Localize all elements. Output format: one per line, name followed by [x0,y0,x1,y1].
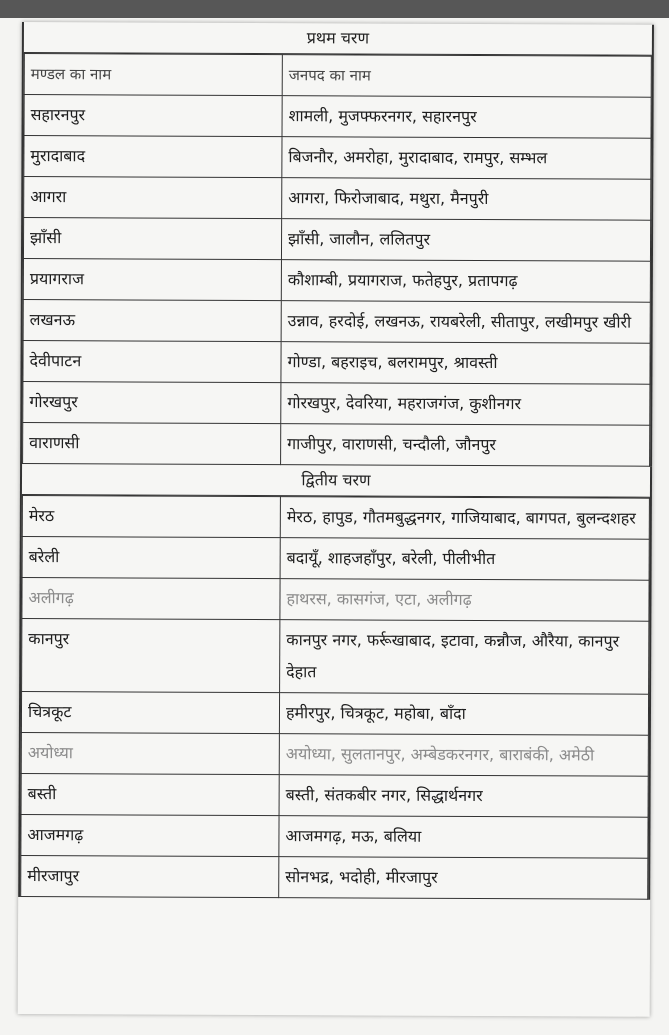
division-name: आजमगढ़ [21,815,279,857]
division-name: मेरठ [22,496,280,538]
division-name: आगरा [24,177,282,219]
table-row [23,423,650,467]
district-list: बस्ती, संतकबीर नगर, सिद्धार्थनगर [279,775,648,818]
division-name: झाँसी [23,218,281,260]
phase-1-title: प्रथम चरण [24,22,652,56]
table-row [23,382,650,426]
division-name: मीरजापुर [21,856,279,898]
document-sheet [18,22,654,1017]
district-list: गोरखपुर, देवरिया, महराजगंज, कुशीनगर [281,383,650,426]
division-name: बस्ती [21,774,279,816]
division-name: लखनऊ [23,300,281,342]
table-row [24,95,651,139]
phase-2-title: द्वितीय चरण [22,464,650,498]
phase-2-table [20,495,650,900]
district-list: आजमगढ़, मऊ, बलिया [279,816,648,859]
division-name: बरेली [22,537,280,579]
division-column-header: मण्डल का नाम [24,54,282,96]
district-list: उन्नाव, हरदोई, लखनऊ, रायबरेली, सीतापुर, लखीमपुर खीरी [281,301,650,344]
division-name: अयोध्या [21,733,279,775]
phase-1-table [22,53,652,467]
division-name: देवीपाटन [23,341,281,383]
division-name: गोरखपुर [23,382,281,424]
district-list: मेरठ, हापुड, गौतमबुद्धनगर, गाजियाबाद, बागपत, बुलन्दशहर [280,497,649,540]
table-row [22,537,649,581]
district-list: हाथरस, कासगंज, एटा, अलीगढ़ [280,579,649,622]
district-list: बदायूँ, शाहजहाँपुर, बरेली, पीलीभीत [280,538,649,581]
top-edge-shadow [0,0,669,18]
district-list: गाजीपुर, वाराणसी, चन्दौली, जौनपुर [281,424,650,467]
table-row [21,692,648,736]
table-header-row [24,54,651,98]
division-name: मुरादाबाद [24,136,282,178]
table-row [22,578,649,622]
division-name: अलीगढ़ [22,578,280,620]
table-row [23,341,650,385]
district-list: सोनभद्र, भदोही, मीरजापुर [279,857,648,900]
division-name: प्रयागराज [23,259,281,301]
district-list: अयोध्या, सुलतानपुर, अम्बेडकरनगर, बाराबंकी, अमेठी [279,734,648,777]
district-list: कौशाम्बी, प्रयागराज, फतेहपुर, प्रतापगढ़ [281,260,650,303]
district-column-header: जनपद का नाम [282,55,651,98]
district-list: झाँसी, जालौन, ललितपुर [281,219,650,262]
district-list: हमीरपुर, चित्रकूट, महोबा, बाँदा [279,693,648,736]
district-list: बिजनौर, अमरोहा, मुरादाबाद, रामपुर, सम्भल [282,137,651,180]
table-row [24,177,651,221]
phase-2-section [18,464,652,900]
district-list: गोण्डा, बहराइच, बलरामपुर, श्रावस्ती [281,342,650,385]
table-row [21,774,648,818]
table-row [24,136,651,180]
table-row [21,815,648,859]
table-row [22,619,649,695]
division-name: कानपुर [22,619,280,693]
table-row [22,496,649,540]
table-row [21,733,648,777]
district-list: आगरा, फिरोजाबाद, मथुरा, मैनपुरी [282,178,651,221]
table-row [21,856,648,900]
table-row [23,218,650,262]
table-row [23,300,650,344]
division-name: चित्रकूट [21,692,279,734]
table-row [23,259,650,303]
phase-1-section [20,22,654,467]
division-name: सहारनपुर [24,95,282,137]
division-name: वाराणसी [23,423,281,465]
district-list: कानपुर नगर, फर्रूखाबाद, इटावा, कन्नौज, औरैया, कानपुर देहात [280,620,649,695]
district-list: शामली, मुजफ्फरनगर, सहारनपुर [282,96,651,139]
